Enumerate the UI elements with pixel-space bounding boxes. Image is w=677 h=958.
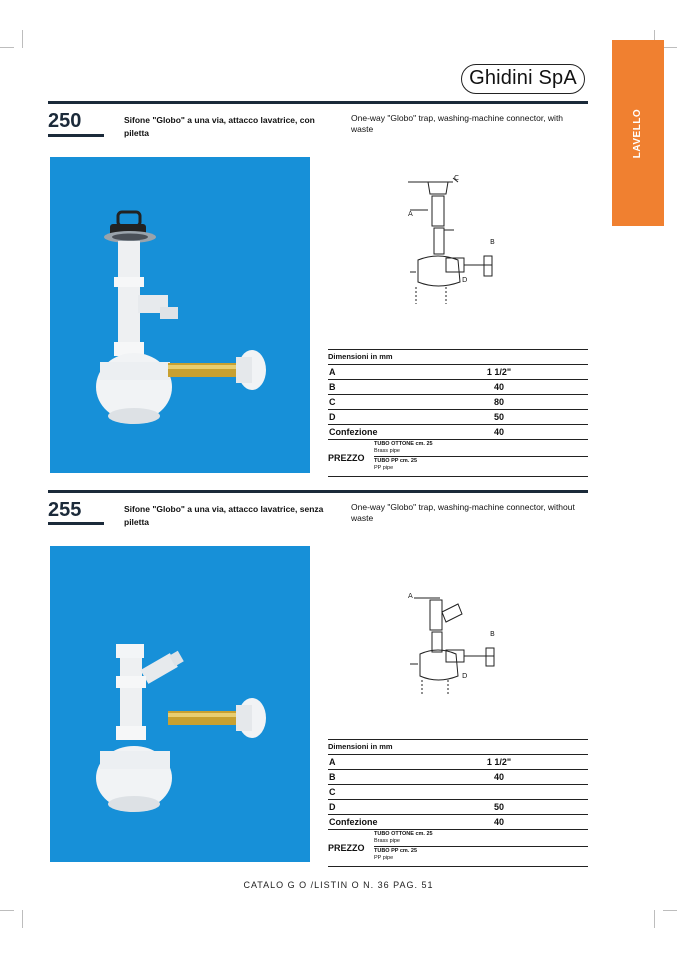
spec-value: 40 — [493, 427, 504, 437]
crop-mark — [22, 910, 23, 928]
spec-key: D — [329, 802, 336, 812]
spec-table — [328, 739, 588, 867]
product-code: 255 — [48, 499, 82, 521]
product-code-underline — [48, 522, 104, 525]
trap-with-waste-photo — [50, 157, 310, 473]
spec-value: 1 1/2" — [486, 757, 512, 767]
spec-row — [328, 800, 588, 815]
price-item — [374, 440, 588, 457]
section-tab — [612, 40, 664, 226]
header-rule — [48, 101, 588, 104]
spec-table-header: Dimensioni in mm — [328, 349, 588, 365]
crop-mark — [22, 30, 23, 48]
product-title-it: Sifone "Globo" a una via, attacco lavatrice, con piletta — [124, 115, 315, 138]
spec-table — [328, 349, 588, 477]
product-title-en: One-way "Globo" trap, washing-machine connector, without waste — [351, 502, 575, 523]
crop-mark — [0, 910, 14, 911]
price-item-name: TUBO OTTONE cm. 25 — [374, 441, 433, 447]
spec-table-header: Dimensioni in mm — [328, 739, 588, 755]
price-item — [374, 457, 588, 474]
price-label: PREZZO — [328, 843, 365, 853]
drawing-label-c: C — [454, 174, 459, 182]
price-item-sub: Brass pipe — [374, 838, 400, 844]
spec-key: D — [329, 412, 336, 422]
technical-drawing — [400, 584, 518, 702]
brand-logo: Ghidini SpA — [461, 64, 585, 94]
spec-row — [328, 755, 588, 770]
price-item-name: TUBO OTTONE cm. 25 — [374, 831, 433, 837]
spec-key: Confezione — [329, 427, 378, 437]
section-tab-label: LAVELLO — [632, 108, 644, 158]
spec-key: A — [329, 757, 336, 767]
spec-value: 40 — [493, 772, 504, 782]
crop-mark — [0, 47, 14, 48]
price-block — [328, 830, 588, 867]
spec-value: 40 — [493, 382, 504, 392]
drawing-label-b: B — [490, 238, 495, 246]
product-photo — [50, 546, 310, 862]
drawing-label-d: D — [462, 276, 468, 284]
product-title-en: One-way "Globo" trap, washing-machine connector, with waste — [351, 113, 564, 134]
drawing-label-a: A — [408, 210, 413, 218]
drawing-label-a: A — [408, 592, 413, 600]
crop-mark — [663, 47, 677, 48]
price-item-name: TUBO PP cm. 25 — [374, 458, 417, 464]
spec-row — [328, 785, 588, 800]
product-code: 250 — [48, 110, 82, 132]
crop-mark — [654, 910, 655, 928]
drawing-label-d: D — [462, 672, 468, 680]
spec-key: C — [329, 397, 336, 407]
technical-drawing — [398, 172, 510, 312]
spec-key: B — [329, 772, 336, 782]
spec-value: 80 — [493, 397, 504, 407]
product-code-underline — [48, 134, 104, 137]
spec-value: 1 1/2" — [486, 367, 512, 377]
price-label: PREZZO — [328, 453, 365, 463]
spec-value: 40 — [493, 817, 504, 827]
spec-row — [328, 770, 588, 785]
spec-row — [328, 380, 588, 395]
drawing-label-b: B — [490, 630, 495, 638]
product-title-it: Sifone "Globo" a una via, attacco lavatrice, senza piletta — [124, 504, 324, 527]
spec-row — [328, 365, 588, 380]
price-item-sub: Brass pipe — [374, 448, 400, 454]
spec-value — [439, 785, 559, 799]
spec-value: 50 — [493, 412, 504, 422]
spec-row — [328, 425, 588, 440]
price-item-sub: PP pipe — [374, 465, 394, 471]
price-item — [374, 830, 588, 847]
price-item-name: TUBO PP cm. 25 — [374, 848, 417, 854]
price-item — [374, 847, 588, 864]
spec-row — [328, 815, 588, 830]
spec-key: A — [329, 367, 336, 377]
spec-row — [328, 410, 588, 425]
page-footer: CATALO G O /LISTIN O N. 36 PAG. 51 — [243, 880, 434, 890]
product-photo — [50, 157, 310, 473]
spec-key: C — [329, 787, 336, 797]
price-block — [328, 440, 588, 477]
spec-row — [328, 395, 588, 410]
spec-value: 50 — [493, 802, 504, 812]
spec-key: Confezione — [329, 817, 378, 827]
crop-mark — [663, 910, 677, 911]
trap-without-waste-photo — [50, 546, 310, 862]
section-separator — [48, 490, 588, 493]
price-item-sub: PP pipe — [374, 855, 394, 861]
spec-key: B — [329, 382, 336, 392]
